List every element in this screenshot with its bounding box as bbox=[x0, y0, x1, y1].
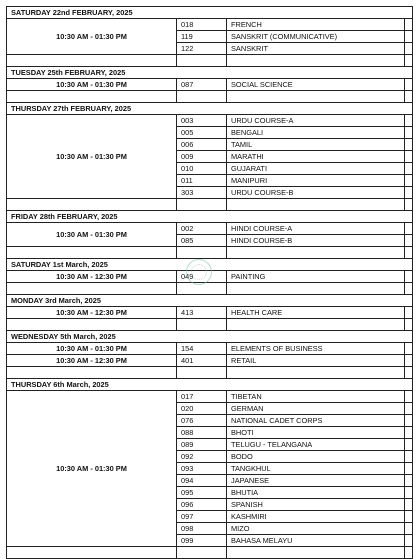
spacer-cell bbox=[7, 91, 177, 103]
exam-date: FRIDAY 28th FEBRUARY, 2025 bbox=[7, 211, 413, 223]
date-header-row bbox=[7, 211, 413, 223]
spacer-cell bbox=[227, 283, 405, 295]
spacer-cell bbox=[227, 367, 405, 379]
subject-code: 303 bbox=[177, 187, 227, 199]
subject-row bbox=[7, 79, 413, 91]
exam-time: 10:30 AM - 12:30 PM bbox=[7, 271, 177, 283]
subject-name: URDU COURSE-B bbox=[227, 187, 405, 199]
subject-code: 089 bbox=[177, 439, 227, 451]
empty-cell bbox=[405, 487, 413, 499]
date-header-row bbox=[7, 7, 413, 19]
spacer-cell bbox=[7, 283, 177, 295]
empty-cell bbox=[405, 235, 413, 247]
subject-name: SPANISH bbox=[227, 499, 405, 511]
empty-cell bbox=[405, 523, 413, 535]
subject-code: 092 bbox=[177, 451, 227, 463]
spacer-cell bbox=[177, 547, 227, 559]
subject-name: HINDI COURSE-A bbox=[227, 223, 405, 235]
spacer-cell bbox=[177, 55, 227, 67]
spacer-row bbox=[7, 91, 413, 103]
date-header-row bbox=[7, 295, 413, 307]
spacer-cell bbox=[177, 319, 227, 331]
spacer-cell bbox=[177, 367, 227, 379]
date-header-row bbox=[7, 103, 413, 115]
spacer-cell bbox=[405, 547, 413, 559]
subject-name: BHOTI bbox=[227, 427, 405, 439]
subject-row bbox=[7, 391, 413, 403]
empty-cell bbox=[405, 187, 413, 199]
spacer-cell bbox=[227, 247, 405, 259]
subject-name: HEALTH CARE bbox=[227, 307, 405, 319]
subject-code: 096 bbox=[177, 499, 227, 511]
empty-cell bbox=[405, 115, 413, 127]
spacer-cell bbox=[7, 547, 177, 559]
empty-cell bbox=[405, 403, 413, 415]
exam-time: 10:30 AM - 01:30 PM bbox=[7, 223, 177, 247]
subject-code: 087 bbox=[177, 79, 227, 91]
subject-name: GUJARATI bbox=[227, 163, 405, 175]
spacer-cell bbox=[177, 199, 227, 211]
subject-row bbox=[7, 343, 413, 355]
subject-name: HINDI COURSE-B bbox=[227, 235, 405, 247]
spacer-cell bbox=[405, 91, 413, 103]
exam-date: SATURDAY 22nd FEBRUARY, 2025 bbox=[7, 7, 413, 19]
subject-code: 088 bbox=[177, 427, 227, 439]
spacer-cell bbox=[227, 547, 405, 559]
exam-time: 10:30 AM - 01:30 PM bbox=[7, 343, 177, 355]
empty-cell bbox=[405, 223, 413, 235]
spacer-cell bbox=[7, 199, 177, 211]
empty-cell bbox=[405, 343, 413, 355]
subject-name: SOCIAL SCIENCE bbox=[227, 79, 405, 91]
subject-code: 020 bbox=[177, 403, 227, 415]
subject-code: 076 bbox=[177, 415, 227, 427]
spacer-row bbox=[7, 319, 413, 331]
spacer-cell bbox=[227, 91, 405, 103]
exam-time: 10:30 AM - 01:30 PM bbox=[7, 115, 177, 199]
date-header-row bbox=[7, 331, 413, 343]
exam-time: 10:30 AM - 12:30 PM bbox=[7, 355, 177, 367]
subject-name: FRENCH bbox=[227, 19, 405, 31]
subject-row bbox=[7, 355, 413, 367]
subject-name: RETAIL bbox=[227, 355, 405, 367]
subject-code: 017 bbox=[177, 391, 227, 403]
empty-cell bbox=[405, 427, 413, 439]
subject-code: 085 bbox=[177, 235, 227, 247]
subject-code: 154 bbox=[177, 343, 227, 355]
empty-cell bbox=[405, 307, 413, 319]
subject-name: TAMIL bbox=[227, 139, 405, 151]
subject-code: 049 bbox=[177, 271, 227, 283]
subject-name: PAINTING bbox=[227, 271, 405, 283]
subject-row bbox=[7, 115, 413, 127]
spacer-cell bbox=[405, 55, 413, 67]
spacer-cell bbox=[405, 319, 413, 331]
empty-cell bbox=[405, 463, 413, 475]
spacer-row bbox=[7, 55, 413, 67]
spacer-cell bbox=[227, 199, 405, 211]
spacer-cell bbox=[405, 199, 413, 211]
subject-row bbox=[7, 223, 413, 235]
subject-code: 003 bbox=[177, 115, 227, 127]
spacer-cell bbox=[7, 319, 177, 331]
empty-cell bbox=[405, 43, 413, 55]
subject-row bbox=[7, 307, 413, 319]
subject-code: 018 bbox=[177, 19, 227, 31]
empty-cell bbox=[405, 355, 413, 367]
subject-name: MANIPURI bbox=[227, 175, 405, 187]
empty-cell bbox=[405, 499, 413, 511]
empty-cell bbox=[405, 127, 413, 139]
spacer-cell bbox=[405, 247, 413, 259]
subject-name: TELUGU - TELANGANA bbox=[227, 439, 405, 451]
empty-cell bbox=[405, 151, 413, 163]
date-header-row bbox=[7, 67, 413, 79]
empty-cell bbox=[405, 391, 413, 403]
subject-name: NATIONAL CADET CORPS bbox=[227, 415, 405, 427]
subject-name: MARATHI bbox=[227, 151, 405, 163]
subject-name: KASHMIRI bbox=[227, 511, 405, 523]
exam-date: SATURDAY 1st March, 2025 bbox=[7, 259, 413, 271]
empty-cell bbox=[405, 511, 413, 523]
date-sheet-table bbox=[6, 6, 413, 559]
official-seal-icon bbox=[186, 259, 212, 285]
exam-date: THURSDAY 6th March, 2025 bbox=[7, 379, 413, 391]
spacer-row bbox=[7, 547, 413, 559]
exam-time: 10:30 AM - 01:30 PM bbox=[7, 19, 177, 55]
subject-code: 119 bbox=[177, 31, 227, 43]
date-header-row bbox=[7, 379, 413, 391]
subject-code: 006 bbox=[177, 139, 227, 151]
exam-time: 10:30 AM - 01:30 PM bbox=[7, 391, 177, 547]
empty-cell bbox=[405, 439, 413, 451]
spacer-cell bbox=[405, 367, 413, 379]
subject-name: URDU COURSE-A bbox=[227, 115, 405, 127]
subject-name: TIBETAN bbox=[227, 391, 405, 403]
subject-row bbox=[7, 19, 413, 31]
subject-name: SANSKRIT bbox=[227, 43, 405, 55]
subject-code: 413 bbox=[177, 307, 227, 319]
subject-name: BODO bbox=[227, 451, 405, 463]
empty-cell bbox=[405, 79, 413, 91]
spacer-cell bbox=[405, 283, 413, 295]
empty-cell bbox=[405, 139, 413, 151]
subject-code: 005 bbox=[177, 127, 227, 139]
subject-name: SANSKRIT (COMMUNICATIVE) bbox=[227, 31, 405, 43]
subject-name: BENGALI bbox=[227, 127, 405, 139]
spacer-cell bbox=[177, 247, 227, 259]
subject-name: BAHASA MELAYU bbox=[227, 535, 405, 547]
empty-cell bbox=[405, 271, 413, 283]
spacer-cell bbox=[7, 55, 177, 67]
spacer-row bbox=[7, 247, 413, 259]
spacer-cell bbox=[7, 247, 177, 259]
exam-date: MONDAY 3rd March, 2025 bbox=[7, 295, 413, 307]
subject-code: 122 bbox=[177, 43, 227, 55]
spacer-cell bbox=[7, 367, 177, 379]
empty-cell bbox=[405, 535, 413, 547]
subject-code: 002 bbox=[177, 223, 227, 235]
empty-cell bbox=[405, 31, 413, 43]
subject-name: BHUTIA bbox=[227, 487, 405, 499]
empty-cell bbox=[405, 175, 413, 187]
spacer-cell bbox=[227, 319, 405, 331]
subject-name: TANGKHUL bbox=[227, 463, 405, 475]
subject-code: 009 bbox=[177, 151, 227, 163]
exam-time: 10:30 AM - 01:30 PM bbox=[7, 79, 177, 91]
exam-date: TUESDAY 25th FEBRUARY, 2025 bbox=[7, 67, 413, 79]
empty-cell bbox=[405, 163, 413, 175]
exam-date: THURSDAY 27th FEBRUARY, 2025 bbox=[7, 103, 413, 115]
spacer-cell bbox=[177, 91, 227, 103]
subject-name: ELEMENTS OF BUSINESS bbox=[227, 343, 405, 355]
spacer-row bbox=[7, 283, 413, 295]
subject-code: 093 bbox=[177, 463, 227, 475]
empty-cell bbox=[405, 451, 413, 463]
subject-code: 011 bbox=[177, 175, 227, 187]
subject-code: 097 bbox=[177, 511, 227, 523]
empty-cell bbox=[405, 415, 413, 427]
subject-name: JAPANESE bbox=[227, 475, 405, 487]
subject-code: 010 bbox=[177, 163, 227, 175]
subject-name: GERMAN bbox=[227, 403, 405, 415]
subject-code: 095 bbox=[177, 487, 227, 499]
subject-code: 094 bbox=[177, 475, 227, 487]
spacer-row bbox=[7, 199, 413, 211]
spacer-cell bbox=[227, 55, 405, 67]
date-sheet-body bbox=[7, 7, 413, 559]
empty-cell bbox=[405, 475, 413, 487]
exam-time: 10:30 AM - 12:30 PM bbox=[7, 307, 177, 319]
subject-code: 099 bbox=[177, 535, 227, 547]
empty-cell bbox=[405, 19, 413, 31]
subject-code: 098 bbox=[177, 523, 227, 535]
subject-name: MIZO bbox=[227, 523, 405, 535]
exam-date: WEDNESDAY 5th March, 2025 bbox=[7, 331, 413, 343]
spacer-row bbox=[7, 367, 413, 379]
subject-code: 401 bbox=[177, 355, 227, 367]
